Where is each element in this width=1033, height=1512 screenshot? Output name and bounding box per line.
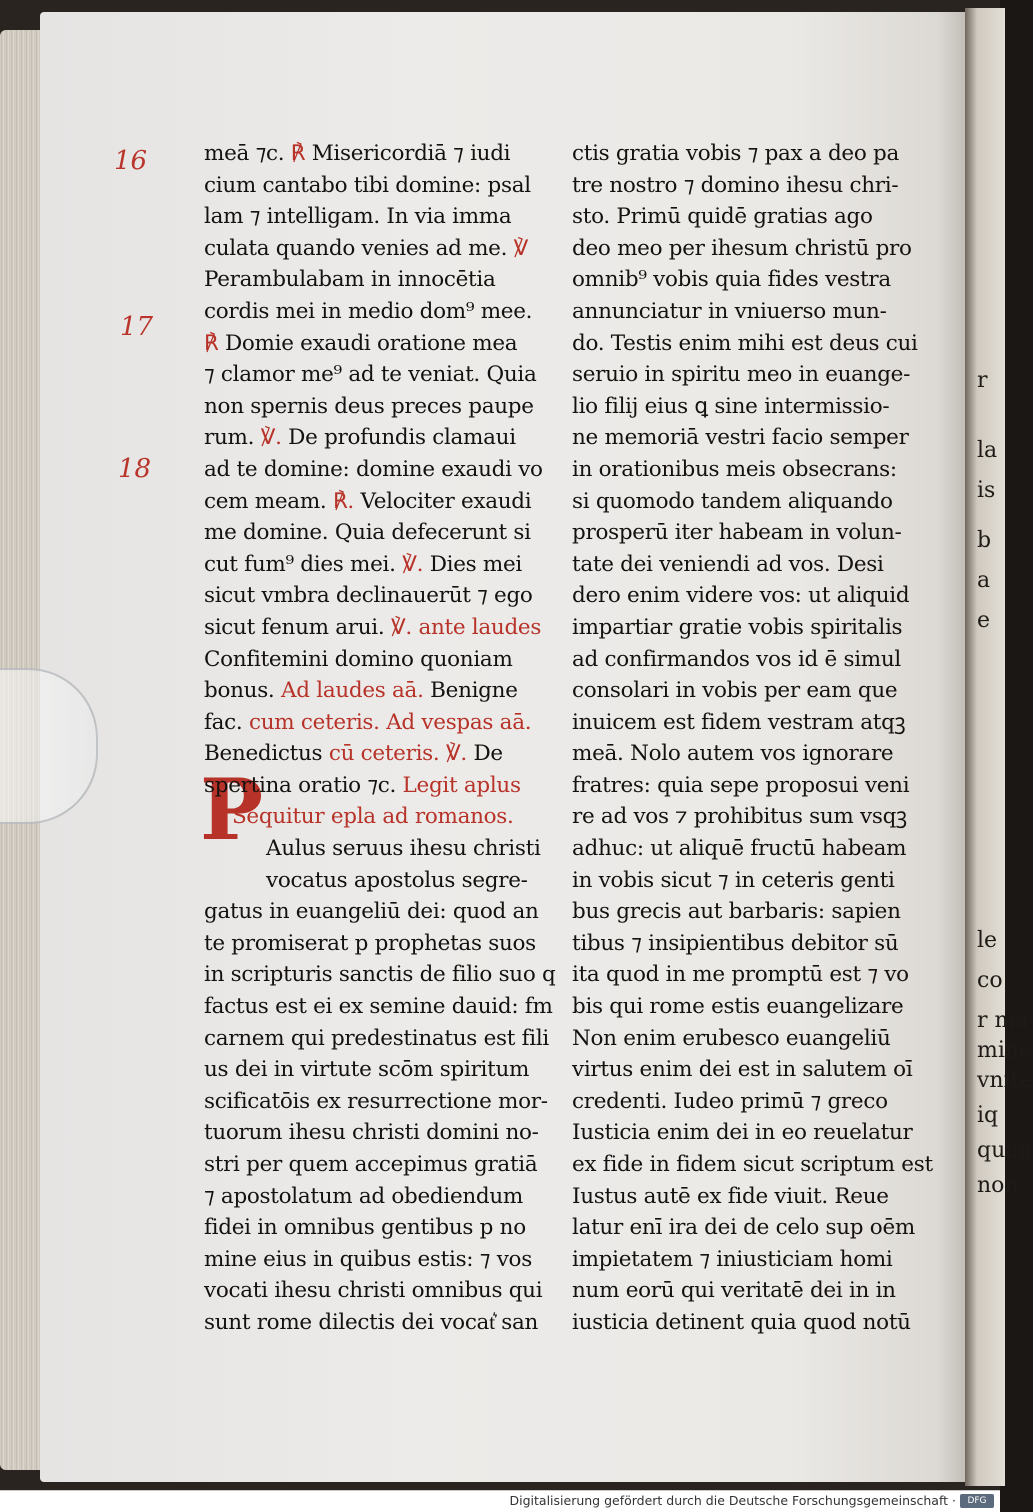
rubric-text: ℟: [290, 141, 312, 166]
text-line: adhuc: ut aliquē fructū habeam: [572, 836, 907, 862]
next-page-fragment: a: [977, 568, 991, 593]
text-line: [204, 928, 554, 960]
text-line: impietatem ⁊ iniusticiam homi: [572, 1246, 893, 1272]
dropcap-initial: P: [200, 760, 264, 859]
next-page-fragment: is: [977, 478, 996, 503]
text-line: ad confirmandos vos id ē simul: [572, 646, 901, 672]
text-line: tate dei veniendi ad vos. Desi: [572, 551, 884, 577]
text-line: in vobis sicut ⁊ in ceteris genti: [572, 867, 895, 893]
text-line: deo meo per ihesum christū pro: [572, 235, 912, 261]
footer-bar: [0, 1490, 1000, 1512]
text-line: bus grecis aut barbaris: sapien: [572, 899, 901, 925]
body-text: Perambulabam in innocētia: [204, 267, 496, 293]
text-line: lio filij eius ꝗ sine intermissio-: [572, 393, 890, 419]
text-line: seruio in spiritu meo in euange-: [572, 362, 911, 388]
text-line: [204, 359, 554, 391]
text-line: [204, 801, 554, 833]
text-line: [204, 138, 554, 170]
text-line: meā. Nolo autem vos ignorare: [572, 741, 894, 767]
text-line: Non enim erubesco euangeliū: [572, 1025, 891, 1051]
body-text: Benigne: [430, 678, 518, 704]
text-line: [204, 675, 554, 707]
body-text: sicut vmbra declinauerūt ⁊ ego: [204, 583, 533, 609]
text-line: [204, 1181, 554, 1213]
text-line: [204, 833, 554, 865]
text-line: Iusticia enim dei in eo reuelatur: [572, 1120, 913, 1146]
next-page-fragment: la: [977, 438, 998, 463]
text-line: bis qui rome estis euangelizare: [572, 994, 904, 1020]
text-line: inuicem est fidem vestram atqꝫ: [572, 709, 906, 735]
text-line: [204, 296, 554, 328]
rubric-text: Ad laudes aā.: [281, 678, 431, 704]
text-line: [204, 422, 554, 454]
body-text: Misericordiā ⁊ iudi: [311, 141, 511, 166]
body-text: Dies mei: [429, 551, 522, 577]
text-line: [204, 1086, 554, 1118]
margin-note-18: 18: [118, 454, 152, 484]
rubric-text: ℣.: [402, 551, 430, 577]
body-text: cium cantabo tibi domine: psal: [204, 172, 531, 198]
text-line: ex fide in fidem sicut scriptum est: [572, 1152, 933, 1177]
rubric-text: Sequitur epla ad romanos.: [232, 804, 514, 830]
body-text: meā ⁊c.: [204, 141, 291, 166]
text-line: [204, 1117, 554, 1149]
rubric-text: cū ceteris. ℣.: [328, 741, 474, 767]
text-line: [204, 517, 554, 549]
text-line: iusticia detinent quia quod notū: [572, 1309, 911, 1335]
text-line: virtus enim dei est in salutem oī: [572, 1057, 913, 1083]
text-line: [204, 1244, 554, 1276]
text-line: [204, 549, 554, 581]
body-text: cem meam.: [204, 488, 333, 514]
rubric-text: Legit aplus: [402, 772, 521, 798]
text-column-right: [572, 138, 933, 1339]
body-text: scificatōis ex resurrectione mor-: [204, 1088, 548, 1114]
body-text: vocatus apostolus segre-: [266, 867, 528, 893]
text-line: in orationibus meis obsecrans:: [572, 456, 897, 482]
text-line: impartiar gratie vobis spiritalis: [572, 614, 903, 640]
body-text: Domie exaudi oratione mea: [224, 330, 518, 356]
margin-note-16: 16: [114, 146, 148, 176]
text-line: sto. Primū quidē gratias ago: [572, 204, 873, 230]
next-page-fragment: quan: [977, 1138, 1033, 1163]
text-line: [204, 1149, 554, 1181]
body-text: factus est ei ex semine dauid: fm: [204, 994, 553, 1020]
next-page-fragment: vnite: [977, 1068, 1033, 1093]
body-text: De: [473, 741, 503, 767]
text-line: do. Testis enim mihi est deus cui: [572, 330, 918, 356]
text-line: [204, 612, 554, 644]
body-text: stri per quem accepimus gratiā: [204, 1152, 538, 1177]
text-line: [204, 1307, 554, 1339]
text-line: ita quod in me promptū est ⁊ vo: [572, 962, 909, 988]
text-line: [204, 328, 554, 360]
body-text: lam ⁊ intelligam. In via imma: [204, 204, 512, 230]
body-text: rum.: [204, 425, 261, 451]
text-line: [204, 486, 554, 518]
body-text: sicut fenum arui.: [204, 614, 391, 640]
rubric-text: ℣: [513, 235, 529, 261]
next-page-fragment: b: [977, 528, 992, 553]
text-line: fratres: quia sepe proposui veni: [572, 772, 910, 798]
body-text: ⁊ clamor me⁹ ad te veniat. Quia: [204, 362, 537, 388]
text-line: tibus ⁊ insipientibus debitor sū: [572, 930, 899, 956]
text-line: annunciatur in vniuerso mun-: [572, 298, 887, 324]
text-line: [204, 201, 554, 233]
body-text: cordis mei in medio dom⁹ mee.: [204, 298, 533, 324]
body-text: us dei in virtute scōm spiritum: [204, 1057, 530, 1083]
body-text: cut fum⁹ dies mei.: [204, 551, 403, 577]
text-line: num eorū qui veritatē dei in in: [572, 1278, 896, 1304]
body-text: bonus.: [204, 678, 282, 704]
text-line: [204, 707, 554, 739]
next-page-fragment: co: [977, 968, 1003, 993]
text-line: [204, 170, 554, 202]
body-text: fac.: [204, 709, 249, 735]
text-line: [204, 580, 554, 612]
rubric-text: ℣.: [260, 425, 289, 451]
text-line: ne memoriā vestri facio semper: [572, 425, 909, 451]
rubric-text: ℟.: [332, 488, 361, 514]
next-page-fragment: mine: [977, 1038, 1033, 1063]
body-text: fidei in omnibus gentibus p no: [204, 1215, 526, 1241]
text-line: [204, 959, 554, 991]
body-text: te promiserat p prophetas suos: [204, 930, 536, 956]
text-line: [204, 1023, 554, 1055]
margin-note-17: 17: [120, 312, 154, 342]
body-text: Confitemini domino quoniam: [204, 646, 513, 672]
rubric-text: ℟: [204, 330, 225, 356]
text-line: prosperū iter habeam in volun-: [572, 520, 902, 546]
text-line: [204, 644, 554, 676]
body-text: in scripturis sanctis de filio suo q: [204, 962, 556, 988]
next-page-fragment: non: [977, 1173, 1019, 1198]
text-line: [204, 454, 554, 486]
body-text: De profundis clamaui: [288, 425, 516, 451]
text-line: si quomodo tandem aliquando: [572, 488, 893, 514]
text-line: ctis gratia vobis ⁊ pax a deo pa: [572, 141, 900, 166]
next-page-fragment: r ma: [977, 1008, 1029, 1033]
text-line: tre nostro ⁊ domino ihesu chri-: [572, 172, 899, 198]
next-page-fragment: e: [977, 608, 991, 633]
footer-credit: Digitalisierung gefördert durch die Deutsche Forschungsgemeinschaft ·: [509, 1493, 956, 1508]
rubric-text: cum ceteris. Ad vespas aā.: [249, 709, 532, 735]
body-text: spertina oratio ⁊c.: [204, 772, 403, 798]
text-line: [204, 1275, 554, 1307]
body-text: gatus in euangeliū dei: quod an: [204, 899, 539, 925]
text-line: [204, 233, 554, 265]
body-text: carnem qui predestinatus est fili: [204, 1025, 549, 1051]
text-line: [204, 264, 554, 296]
dfg-logo-icon: DFG: [960, 1494, 994, 1508]
text-line: [204, 770, 554, 802]
text-line: Iustus autē ex fide viuit. Reue: [572, 1183, 889, 1209]
body-text: non spernis deus preces paupe: [204, 393, 534, 419]
text-line: omnib⁹ vobis quia fides vestra: [572, 267, 891, 293]
next-page-fragment: r: [977, 368, 988, 393]
text-line: latur enī ira dei de celo sup oēm: [572, 1215, 915, 1241]
body-text: Velociter exaudi: [360, 488, 532, 514]
text-line: [204, 896, 554, 928]
body-text: culata quando venies ad me.: [204, 235, 514, 261]
text-line: [204, 865, 554, 897]
body-text: tuorum ihesu christi domini no-: [204, 1120, 539, 1146]
text-line: dero enim videre vos: ut aliquid: [572, 583, 910, 609]
body-text: me domine. Quia defecerunt si: [204, 520, 531, 546]
text-column-left: [204, 138, 554, 1339]
body-text: Benedictus: [204, 741, 329, 767]
body-text: vocati ihesu christi omnibus qui: [204, 1278, 543, 1304]
body-text: mine eius in quibus estis: ⁊ vos: [204, 1246, 532, 1272]
text-line: [204, 391, 554, 423]
body-text: sunt rome dilectis dei vocat͛ san: [204, 1309, 539, 1335]
body-text: ad te domine: domine exaudi vo: [204, 456, 543, 482]
next-page-fragment: le: [977, 928, 998, 953]
text-line: [204, 1212, 554, 1244]
text-line: [204, 991, 554, 1023]
text-line: consolari in vobis per eam que: [572, 678, 898, 704]
next-page-fragment: iq: [977, 1103, 999, 1128]
body-text: ⁊ apostolatum ad obediendum: [204, 1183, 524, 1209]
rubric-text: ℣. ante laudes: [390, 614, 542, 640]
text-line: credenti. Iudeo primū ⁊ greco: [572, 1088, 888, 1114]
recto-page-edge: [965, 8, 1033, 1486]
text-line: [204, 738, 554, 770]
body-text: Aulus seruus ihesu christi: [266, 836, 541, 862]
text-line: re ad vos ⁊ prohibitus sum vsqꝫ: [572, 804, 907, 830]
text-line: [204, 1054, 554, 1086]
